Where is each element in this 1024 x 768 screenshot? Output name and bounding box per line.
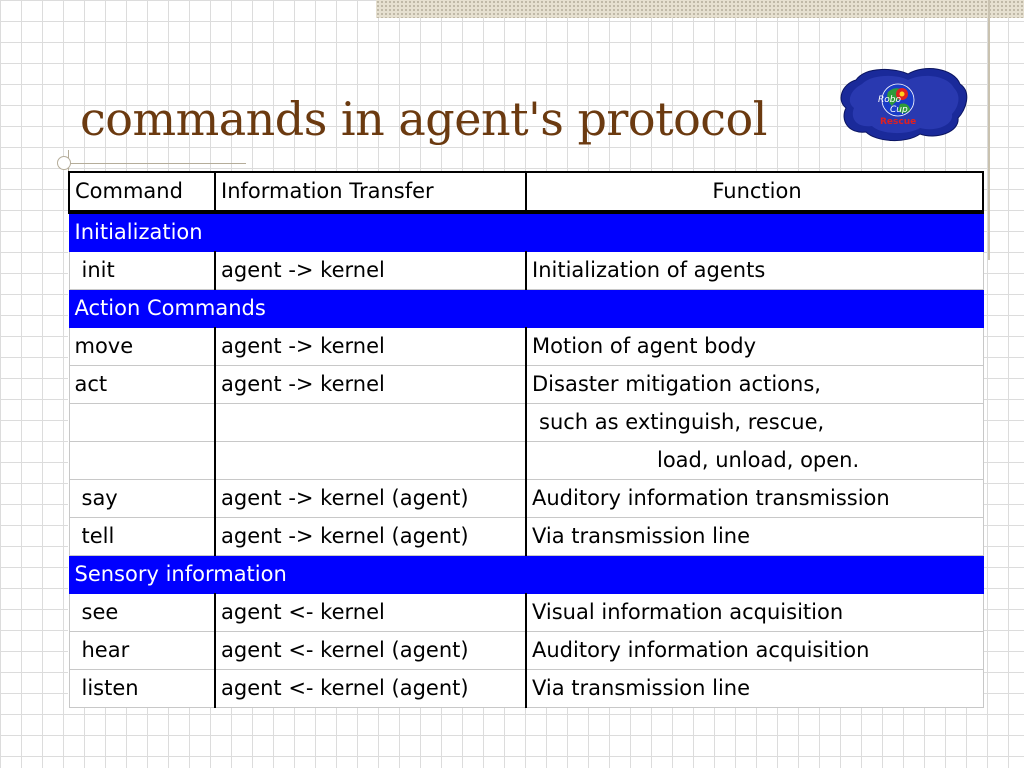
table-row-listen: [69, 670, 983, 708]
section-label: Action Commands: [69, 290, 983, 328]
right-decor-line: [988, 0, 990, 260]
transfer-cell: agent -> kernel: [215, 366, 526, 404]
command-cell: [69, 404, 215, 442]
command-cell: init: [69, 252, 215, 290]
function-cell: such as extinguish, rescue,: [526, 404, 983, 442]
table-header-row: [69, 172, 983, 212]
function-cell: Auditory information acquisition: [526, 632, 983, 670]
transfer-cell: agent -> kernel (agent): [215, 518, 526, 556]
section-label: Initialization: [69, 212, 983, 252]
command-cell: say: [69, 480, 215, 518]
function-cell: Via transmission line: [526, 670, 983, 708]
section-row-initialization: [69, 212, 983, 252]
table-row-tell: [69, 518, 983, 556]
top-decor-band: [376, 0, 1024, 18]
function-cell: Via transmission line: [526, 518, 983, 556]
function-cell: Initialization of agents: [526, 252, 983, 290]
function-cell: load, unload, open.: [526, 442, 983, 480]
command-cell: tell: [69, 518, 215, 556]
table-row-move: [69, 328, 983, 366]
transfer-cell: agent -> kernel: [215, 328, 526, 366]
decor-circle: [57, 156, 71, 170]
command-cell: see: [69, 594, 215, 632]
table-row-init: [69, 252, 983, 290]
transfer-cell: agent <- kernel (agent): [215, 670, 526, 708]
command-cell: listen: [69, 670, 215, 708]
robocup-rescue-logo: [836, 62, 970, 142]
command-cell: hear: [69, 632, 215, 670]
command-cell: move: [69, 328, 215, 366]
header-command: Command: [69, 172, 215, 212]
header-information-transfer: Information Transfer: [215, 172, 526, 212]
svg-text:Robo: Robo: [878, 95, 901, 105]
header-function: Function: [526, 172, 983, 212]
title-underline: [58, 163, 246, 164]
svg-text:Rescue: Rescue: [880, 117, 917, 127]
transfer-cell: agent <- kernel (agent): [215, 632, 526, 670]
table-row-act-cont-2: [69, 442, 983, 480]
transfer-cell: agent -> kernel: [215, 252, 526, 290]
function-cell: Motion of agent body: [526, 328, 983, 366]
section-label: Sensory information: [69, 556, 983, 594]
table-row-see: [69, 594, 983, 632]
transfer-cell: agent -> kernel (agent): [215, 480, 526, 518]
command-cell: [69, 442, 215, 480]
command-cell: act: [69, 366, 215, 404]
transfer-cell: [215, 404, 526, 442]
svg-text:Cup: Cup: [890, 105, 908, 115]
section-row-sensory: [69, 556, 983, 594]
table-row-hear: [69, 632, 983, 670]
function-cell: Visual information acquisition: [526, 594, 983, 632]
function-cell: Auditory information transmission: [526, 480, 983, 518]
transfer-cell: [215, 442, 526, 480]
table-row-act: [69, 366, 983, 404]
slide-title: commands in agent's protocol: [80, 92, 767, 146]
protocol-table: [68, 171, 984, 708]
table-row-act-cont-1: [69, 404, 983, 442]
table-row-say: [69, 480, 983, 518]
transfer-cell: agent <- kernel: [215, 594, 526, 632]
function-cell: Disaster mitigation actions,: [526, 366, 983, 404]
section-row-action: [69, 290, 983, 328]
